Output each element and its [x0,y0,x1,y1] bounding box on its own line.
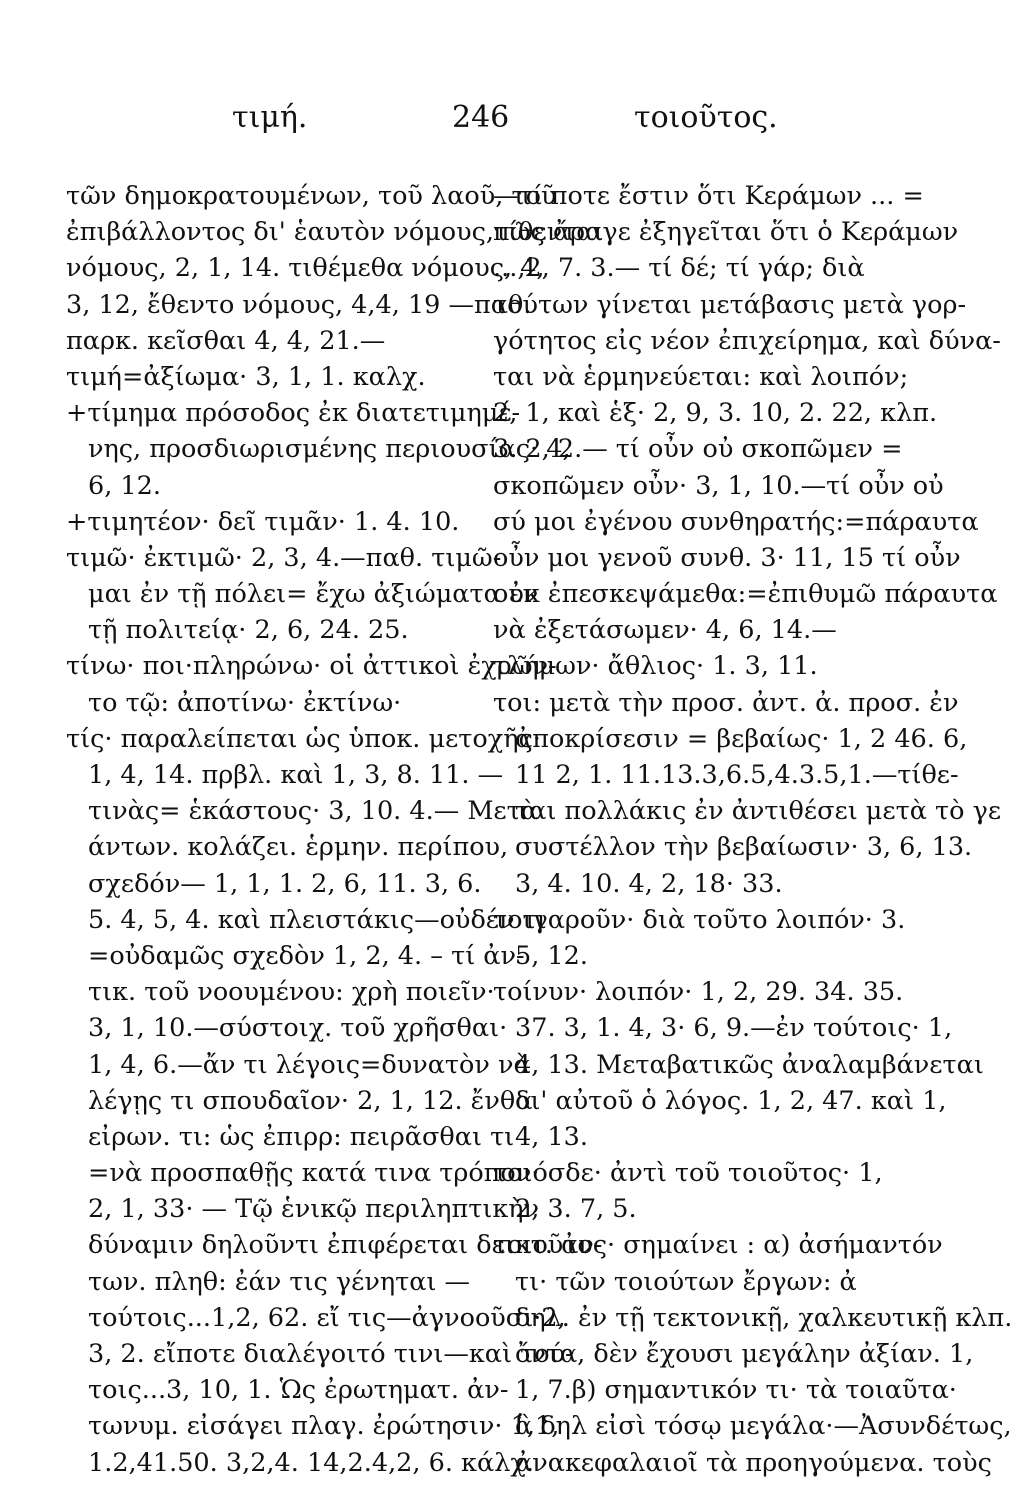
text-line: 4, 13. Μεταβατικῶς ἀναλαμβάνεται [515,1049,984,1080]
text-line: τούτων γίνεται μετάβασις μετὰ γορ- [493,289,967,320]
text-line: τοίνυν· λοιπόν· 1, 2, 29. 34. 35. [493,977,904,1008]
text-line: 2, 1, καὶ ἑξ· 2, 9, 3. 10, 2. 22, κλπ. [493,398,938,429]
text-line: ἀνακεφαλαιοῖ τὰ προηγούμενα. τοὺς [515,1447,992,1478]
text-line: τλήμων· ἄθλιος· 1. 3, 11. [493,651,818,682]
header-left-word: τιμή. [232,100,308,135]
text-line: τοις...3, 10, 1. Ὡς ἐρωτηματ. ἀν- [88,1375,509,1406]
text-line: 11 2, 1. 11.13.3,6.5,4.3.5,1.—τίθε- [515,760,959,790]
text-line: 3. 2, 2.— τί οὖν οὐ σκοπῶμεν = [493,434,903,465]
text-line: ται νὰ ἑρμηνεύεται: καὶ λοιπόν; [493,361,909,392]
text-line: ὄντα, δὲν ἔχουσι μεγάλην ἀξίαν. 1, [515,1339,974,1369]
text-line: των. πληθ: ἐάν τις γένηται — [88,1266,471,1297]
text-line: 4, 13. [515,1121,588,1152]
text-line: 3, 12, ἔθεντο νόμους, 4,4, 19 —παθ. [66,289,532,320]
text-line: 3, 2. εἴποτε διαλέγοιτό τινι—καὶ τού- [88,1339,574,1369]
text-line: παρκ. κεῖσθαι 4, 4, 21.— [66,325,386,356]
text-line: τῇ πολιτείᾳ· 2, 6, 24. 25. [88,615,409,646]
text-line: δύναμιν δηλοῦντι ἐπιφέρεται δεικτ. ἀν- [88,1230,603,1261]
text-line: 37. 3, 1. 4, 3· 6, 9.—ἐν τούτοις· 1, [515,1013,953,1044]
text-line: τιμῶ· ἐκτιμῶ· 2, 3, 4.—παθ. τιμῶ- [66,542,502,573]
text-line: σχεδόν— 1, 1, 1. 2, 6, 11. 3, 6. [88,868,482,899]
text-line: τιμή=ἀξίωμα· 3, 1, 1. καλχ. [66,361,426,392]
text-line: τικ. τοῦ νοουμένου: χρὴ ποιεῖν· [88,977,495,1008]
text-line: 1.2,41.50. 3,2,4. 14,2.4,2, 6. κάλχ. [88,1447,534,1478]
text-line: τινὰς= ἑκάστους· 3, 10. 4.— Μετὰ [88,796,538,827]
text-line: δηλ. ἐν τῇ τεκτονικῇ, χαλκευτικῇ κλπ. [515,1302,1012,1333]
header-right-word: τοιοῦτος. [634,100,778,135]
text-line: τοιγαροῦν· διὰ τοῦτο λοιπόν· 3. [493,904,906,935]
text-line: το τῷ: ἀποτίνω· ἐκτίνω· [88,687,402,718]
text-line: άντων. κολάζει. ἑρμην. περίπου, [88,832,509,863]
text-line: 1, 4, 14. πρβλ. καὶ 1, 3, 8. 11. — [88,760,504,790]
text-line: εἰρων. τι: ὡς ἐπιρρ: πειρᾶσθαι τι [88,1121,515,1152]
page-header [0,100,984,160]
text-line: λέγῃς τι σπουδαῖον· 2, 1, 12. ἔνθα [88,1085,533,1116]
text-line: 1, 4, 6.—ἄν τι λέγοις=δυνατὸν νὰ [88,1049,531,1080]
text-line: 3, 4. 10. 4, 2, 18· 33. [515,868,783,899]
text-line: —τί ποτε ἔστιν ὅτι Κεράμων ... = [493,181,924,211]
text-line: τοιοῦτος· σημαίνει : α) ἀσήμαντόν [493,1230,943,1261]
text-line: τωνυμ. εἰσάγει πλαγ. ἐρώτησιν· 1,1, [88,1411,560,1442]
text-line: νὰ ἐξετάσωμεν· 4, 6, 14.— [493,615,837,646]
page-number: 246 [452,100,510,135]
text-line: 5. 4, 5, 4. καὶ πλειστάκις—οὐδέν τι [88,904,547,935]
text-line: σκοπῶμεν οὖν· 3, 1, 10.—τί οὖν οὐ [493,470,944,501]
text-line: ...,2, 7. 3.— τί δέ; τί γάρ; διὰ [493,253,865,284]
text-line: τίς· παραλείπεται ὡς ὑποκ. μετοχῆς· [66,723,541,754]
text-line: νόμους, 2, 1, 14. τιθέμεθα νόμους, 4, [66,253,545,284]
text-line: 6, 12. [88,470,161,501]
text-line: πῶς ἄραγε ἐξηγεῖται ὅτι ὁ Κεράμων [493,217,959,248]
text-line: τοι: μετὰ τὴν προσ. ἀντ. ἀ. προσ. ἐν [493,687,959,718]
text-line: +τίμημα πρόσοδος ἐκ διατετιμημέ- [66,398,521,429]
text-line: γότητος εἰς νέον ἐπιχείρημα, καὶ δύνα- [493,325,1001,356]
text-line: =νὰ προσπαθῇς κατά τινα τρόπον· [88,1158,540,1189]
text-line: 1, 7.β) σημαντικόν τι· τὰ τοιαῦτα· [515,1375,957,1406]
text-line: +τιμητέον· δεῖ τιμᾶν· 1. 4. 10. [66,506,460,537]
text-line: οὐκ ἐπεσκεψάμεθα:=ἐπιθυμῶ πάραυτα [493,579,998,610]
text-line: νης, προσδιωρισμένης περιουσίας· 4, [88,434,571,465]
text-line: μαι ἐν τῇ πόλει= ἔχω ἀξιώματα ἐν [88,579,539,610]
text-line: 5, 12. [515,940,588,971]
text-line: τίνω· ποι·πληρώνω· οἱ ἀττικοὶ ἐχρῶν- [66,651,557,682]
text-line: τι· τῶν τοιούτων ἔργων: ἀ [515,1266,857,1297]
text-line: τούτοις...1,2, 62. εἴ τις—ἀγνοοῦσι·2, [88,1302,566,1333]
text-line: 2, 1, 33· — Τῷ ἑνικῷ περιληπτικὴν [88,1194,540,1225]
text-line: ἀποκρίσεσιν = βεβαίως· 1, 2 46. 6, [515,723,968,754]
text-line: τῶν δημοκρατουμένων, τοῦ λαοῦ, τοῦ [66,181,557,211]
text-line: 3, 1, 10.—σύστοιχ. τοῦ χρῆσθαι· [88,1013,508,1044]
text-line: ἐπιβάλλοντος δι' ἑαυτὸν νόμους,τίθενται [66,217,604,248]
text-line: ἃ δηλ εἰσὶ τόσῳ μεγάλα·—Ἀσυνδέτως, [515,1411,1012,1442]
text-line: συστέλλον τὴν βεβαίωσιν· 3, 6, 13. [515,832,973,863]
text-line: δι' αὐτοῦ ὁ λόγος. 1, 2, 47. καὶ 1, [515,1085,947,1116]
text-line: ται πολλάκις ἐν ἀντιθέσει μετὰ τὸ γε [515,796,1002,827]
text-line: =οὐδαμῶς σχεδὸν 1, 2, 4. – τί ἀν- [88,940,525,971]
text-line: οὖν μοι γενοῦ συνθ. 3· 11, 15 τί οὖν [493,542,961,573]
text-line: σύ μοι ἐγένου συνθηρατής:=πάραυτα [493,506,979,537]
text-line: τοιόσδε· ἀντὶ τοῦ τοιοῦτος· 1, [493,1158,883,1189]
right-column [493,178,1012,1481]
text-line: 2, 3. 7, 5. [515,1194,637,1225]
